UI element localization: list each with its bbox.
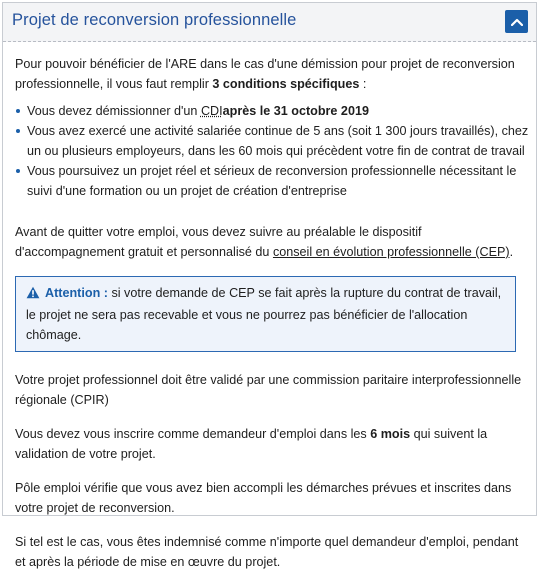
warning-icon (26, 285, 40, 305)
list-item: Vous poursuivez un projet réel et sérieux de reconversion professionnelle nécessitant le suivi d'une formation ou un projet de création d'entreprise (15, 161, 530, 201)
list-item: Vous avez exercé une activité salariée continue de 5 ans (soit 1 300 jours travaillés), chez un ou plusieurs employeurs, dans les 60 mois qui précèdent votre fin de contrat de travail (15, 121, 530, 161)
inscription-paragraph: Vous devez vous inscrire comme demandeur d'emploi dans les 6 mois qui suivent la validation de votre projet. (15, 427, 488, 461)
cpir-paragraph: Votre projet professionnel doit être validé par une commission paritaire interprofessionnelle régionale (CPIR) (15, 373, 522, 407)
panel-content (15, 54, 530, 572)
attention-alert (15, 276, 516, 352)
conditions-list (15, 101, 530, 201)
collapse-button[interactable] (505, 10, 528, 33)
cdi-abbreviation[interactable]: CDI (200, 104, 223, 118)
indemnise-paragraph: Si tel est le cas, vous êtes indemnisé comme n'importe quel demandeur d'emploi, pendant et après la période de mise en œuvre du projet. (15, 535, 519, 569)
intro-paragraph: Pour pouvoir bénéficier de l'ARE dans le cas d'une démission pour projet de reconversion professionnelle, il vous faut remplir 3 conditions spécifiques : (15, 57, 515, 91)
alert-text: si votre demande de CEP se fait après la rupture du contrat de travail, le projet ne sera pas recevable et vous ne pourrez pas bénéficier de l'allocation chômage. (26, 286, 502, 342)
cep-link[interactable]: conseil en évolution professionnelle (CEP) (272, 245, 510, 259)
chevron-up-icon (511, 18, 523, 26)
accordion-panel (2, 2, 537, 569)
pole-emploi-paragraph: Pôle emploi vérifie que vous avez bien accompli les démarches prévues et inscrites dans votre projet de reconversion. (15, 481, 512, 515)
panel-title: Projet de reconversion professionnelle (12, 11, 297, 29)
list-item: Vous devez démissionner d'un CDIaprès le 31 octobre 2019 (15, 101, 530, 121)
cep-paragraph: Avant de quitter votre emploi, vous devez suivre au préalable le dispositif d'accompagnement gratuit et personnalisé du conseil en évolution professionnelle (CEP). (15, 225, 514, 259)
accordion-header[interactable] (3, 3, 536, 42)
alert-label: Attention : (45, 286, 108, 300)
